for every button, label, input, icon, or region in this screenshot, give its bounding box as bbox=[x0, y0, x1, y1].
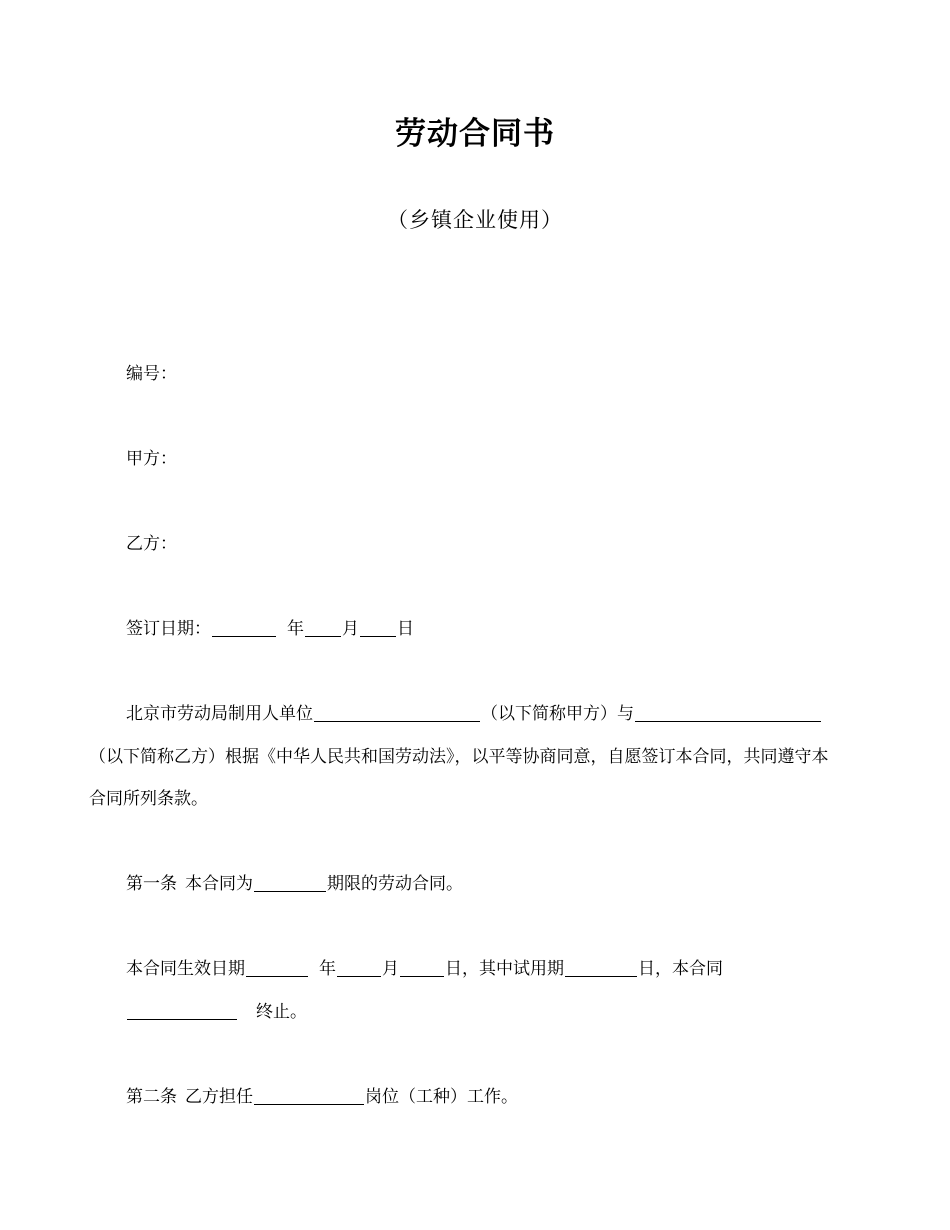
article-2-text-2: 岗位（工种）工作。 bbox=[365, 1087, 518, 1107]
effective-text-2: 日，其中试用期 bbox=[445, 959, 564, 979]
party-a-label: 甲方： bbox=[126, 449, 177, 469]
preamble-text-1: 北京市劳动局制用人单位 bbox=[126, 704, 313, 724]
article-2 bbox=[126, 1089, 518, 1106]
preamble-text-2: （以下简称甲方）与 bbox=[481, 704, 634, 724]
sign-date-day-blank bbox=[360, 635, 396, 637]
effective-day-blank bbox=[400, 975, 444, 977]
probation-days-blank bbox=[565, 975, 637, 977]
effective-year-label: 年 bbox=[319, 959, 336, 979]
party-b-field bbox=[126, 536, 177, 553]
article-2-heading: 第二条 bbox=[126, 1087, 177, 1107]
effective-date-line bbox=[126, 961, 723, 978]
employer-name-blank bbox=[314, 720, 480, 722]
article-1-text-1: 本合同为 bbox=[185, 874, 253, 894]
article-1 bbox=[126, 876, 463, 893]
effective-year-blank bbox=[246, 975, 308, 977]
page-subtitle: （乡镇企业使用） bbox=[387, 208, 563, 232]
sign-date-label: 签订日期： bbox=[126, 619, 211, 639]
article-2-text-1: 乙方担任 bbox=[185, 1087, 253, 1107]
effective-month-blank bbox=[337, 975, 381, 977]
preamble-line-2: （以下简称乙方）根据《中华人民共和国劳动法》，以平等协商同意，自愿签订本合同，共同遵守本 bbox=[89, 747, 829, 767]
employee-name-blank bbox=[635, 720, 821, 722]
sign-date-day-label: 日 bbox=[397, 619, 414, 639]
sign-date-year-label: 年 bbox=[287, 619, 304, 639]
sign-date-month-label: 月 bbox=[342, 619, 359, 639]
effective-month-label: 月 bbox=[382, 959, 399, 979]
sign-date-month-blank bbox=[305, 635, 341, 637]
party-b-label: 乙方： bbox=[126, 534, 177, 554]
preamble-line-3: 合同所列条款。 bbox=[89, 789, 208, 809]
effective-end-line bbox=[126, 1004, 307, 1021]
number-field bbox=[126, 366, 177, 383]
page-title: 劳动合同书 bbox=[395, 116, 555, 152]
sign-date-field bbox=[126, 621, 414, 638]
contract-term-blank bbox=[254, 890, 326, 892]
preamble-line-1 bbox=[126, 706, 822, 723]
party-a-field bbox=[126, 451, 177, 468]
article-1-text-2: 期限的劳动合同。 bbox=[327, 874, 463, 894]
effective-end-text: 终止。 bbox=[256, 1002, 307, 1022]
position-blank bbox=[254, 1103, 364, 1105]
effective-text-3: 日，本合同 bbox=[638, 959, 723, 979]
article-1-heading: 第一条 bbox=[126, 874, 177, 894]
effective-text-1: 本合同生效日期 bbox=[126, 959, 245, 979]
contract-end-blank bbox=[127, 1018, 237, 1020]
number-label: 编号： bbox=[126, 364, 177, 384]
sign-date-year-blank bbox=[212, 635, 276, 637]
